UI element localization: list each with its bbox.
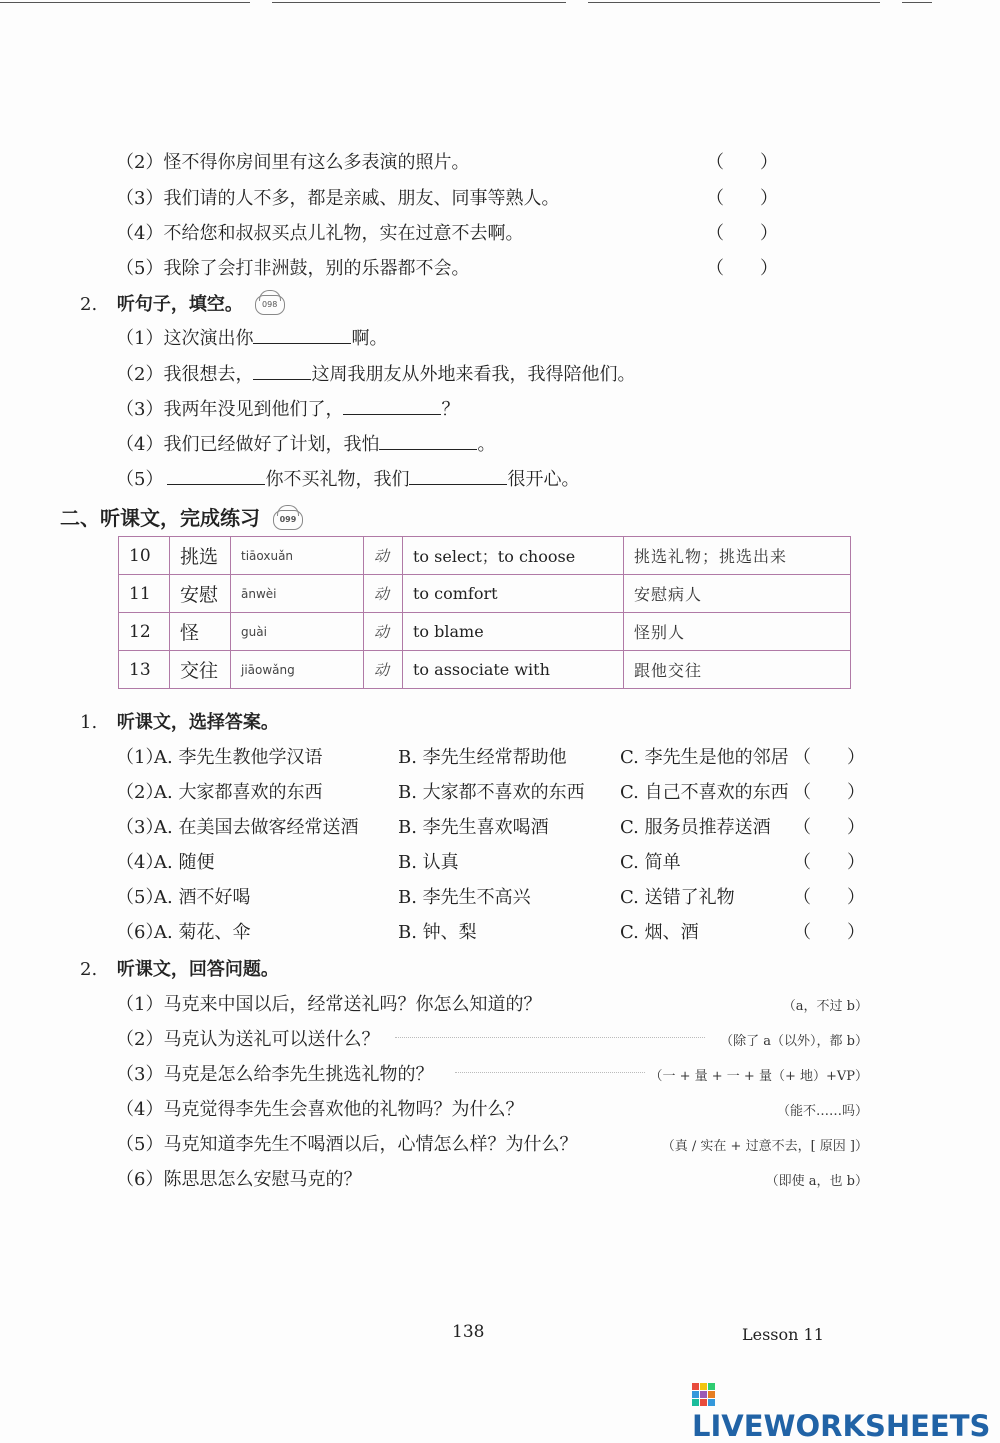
answer-paren[interactable]: （ ） <box>793 747 865 768</box>
grammar-hint: （即使 a，也 b） <box>765 1174 868 1189</box>
vocab-pos: 动 <box>364 537 403 575</box>
top-rule <box>902 2 932 3</box>
answer-line[interactable] <box>455 1072 645 1073</box>
item-number: （2） <box>116 152 164 173</box>
vocab-example: 安慰病人 <box>624 575 851 613</box>
fill-item <box>116 324 387 350</box>
vocab-hanzi: 挑选 <box>170 537 231 575</box>
mc-option-b[interactable]: B. 李先生不高兴 <box>398 887 531 908</box>
mc-option-b[interactable]: B. 认真 <box>398 852 459 873</box>
item-number: （5） <box>116 258 164 279</box>
mc-option-b[interactable]: B. 李先生喜欢喝酒 <box>398 817 549 838</box>
item-text: 不给您和叔叔买点儿礼物，实在过意不去啊。 <box>163 223 524 244</box>
fill-blank[interactable] <box>253 361 311 380</box>
fill-blank[interactable] <box>379 431 477 450</box>
mc-number: （5） <box>116 887 164 908</box>
question-number: 2. <box>80 294 98 315</box>
item-number: （3） <box>116 399 164 420</box>
vocab-example: 怪别人 <box>624 613 851 651</box>
answer-paren[interactable]: （ ） <box>706 188 778 209</box>
qa-item <box>116 1165 361 1191</box>
question-heading <box>80 955 279 981</box>
qa-item <box>116 1025 379 1051</box>
item-text: 我除了会打非洲鼓，别的乐器都不会。 <box>163 258 470 279</box>
question-heading <box>80 708 279 734</box>
item-text: 这周我朋友从外地来看我，我得陪他们。 <box>311 364 636 385</box>
mc-option-a[interactable]: A. 李先生教他学汉语 <box>154 747 323 768</box>
top-rule <box>588 2 880 3</box>
item-text: 我们已经做好了计划，我怕 <box>163 434 380 455</box>
section-title: 二、听课文，完成练习 <box>60 506 260 530</box>
item-number: （4） <box>116 434 164 455</box>
qa-item <box>116 990 541 1016</box>
item-text: 马克觉得李先生会喜欢他的礼物吗？为什么？ <box>163 1099 524 1120</box>
question-heading <box>80 290 285 316</box>
item-text: 怪不得你房间里有这么多表演的照片。 <box>163 152 470 173</box>
vocab-pinyin: tiāoxuǎn <box>231 537 364 575</box>
item-text: 很开心。 <box>507 469 580 490</box>
grammar-hint: （真 / 实在 + 过意不去，[ 原因 ]） <box>661 1139 868 1154</box>
liveworksheets-logo[interactable] <box>692 1375 1000 1443</box>
vocab-english: to comfort <box>403 575 624 613</box>
logo-grid-icon <box>692 1383 715 1406</box>
fill-item <box>116 360 635 386</box>
item-number: （6） <box>116 1169 164 1190</box>
headphones-icon[interactable]: 098 <box>255 295 285 315</box>
judge-item <box>116 254 469 280</box>
answer-paren[interactable]: （ ） <box>706 223 778 244</box>
grammar-hint: （除了 a（以外），都 b） <box>720 1034 868 1049</box>
mc-number: （2） <box>116 782 164 803</box>
vocab-example: 挑选礼物；挑选出来 <box>624 537 851 575</box>
vocab-pos: 动 <box>364 575 403 613</box>
answer-paren[interactable]: （ ） <box>706 258 778 279</box>
vocab-hanzi: 交往 <box>170 651 231 689</box>
item-text: 马克知道李先生不喝酒以后，心情怎么样？为什么？ <box>163 1134 578 1155</box>
mc-option-b[interactable]: B. 大家都不喜欢的东西 <box>398 782 585 803</box>
answer-paren[interactable]: （ ） <box>793 782 865 803</box>
mc-number: （6） <box>116 922 164 943</box>
page-number: 138 <box>452 1322 485 1342</box>
table-row <box>119 537 851 575</box>
fill-item <box>116 430 495 456</box>
vocab-hanzi: 安慰 <box>170 575 231 613</box>
question-number: 1. <box>80 712 98 733</box>
answer-paren[interactable]: （ ） <box>706 152 778 173</box>
mc-number: （3） <box>116 817 164 838</box>
fill-blank[interactable] <box>343 396 441 415</box>
table-row <box>119 651 851 689</box>
item-text: 马克是怎么给李先生挑选礼物的？ <box>163 1064 434 1085</box>
mc-option-a[interactable]: A. 大家都喜欢的东西 <box>154 782 323 803</box>
fill-blank[interactable] <box>253 325 351 344</box>
answer-paren[interactable]: （ ） <box>793 852 865 873</box>
vocab-table <box>118 536 851 689</box>
mc-option-c[interactable]: C. 简单 <box>620 852 681 873</box>
answer-paren[interactable]: （ ） <box>793 887 865 908</box>
vocab-example: 跟他交往 <box>624 651 851 689</box>
item-number: （2） <box>116 1029 164 1050</box>
item-text: 马克认为送礼可以送什么？ <box>163 1029 380 1050</box>
mc-option-a[interactable]: A. 在美国去做客经常送酒 <box>154 817 359 838</box>
mc-option-c[interactable]: C. 服务员推荐送酒 <box>620 817 771 838</box>
vocab-num: 12 <box>119 613 170 651</box>
fill-item <box>116 465 579 491</box>
question-number: 2. <box>80 959 98 980</box>
mc-option-b[interactable]: B. 钟、梨 <box>398 922 477 943</box>
vocab-hanzi: 怪 <box>170 613 231 651</box>
answer-paren[interactable]: （ ） <box>793 817 865 838</box>
fill-blank[interactable] <box>167 466 265 485</box>
item-text: 我们请的人不多，都是亲戚、朋友、同事等熟人。 <box>163 188 560 209</box>
qa-item <box>116 1130 577 1156</box>
fill-item <box>116 395 459 421</box>
table-row <box>119 613 851 651</box>
vocab-pinyin: ānwèi <box>231 575 364 613</box>
item-number: （2） <box>116 364 164 385</box>
item-text: 我两年没见到他们了， <box>163 399 344 420</box>
vocab-num: 11 <box>119 575 170 613</box>
headphones-icon[interactable]: 099 <box>273 510 303 530</box>
vocab-pos: 动 <box>364 651 403 689</box>
item-number: （1） <box>116 328 164 349</box>
question-title: 听课文，回答问题。 <box>116 959 279 980</box>
vocab-english: to associate with <box>403 651 624 689</box>
top-rule <box>0 2 250 3</box>
item-number: （5） <box>116 1134 164 1155</box>
vocab-num: 13 <box>119 651 170 689</box>
item-text: ？ <box>441 399 460 420</box>
mc-option-c[interactable]: C. 送错了礼物 <box>620 887 735 908</box>
judge-item <box>116 184 559 210</box>
vocab-pos: 动 <box>364 613 403 651</box>
mc-number: （1） <box>116 747 164 768</box>
vocab-english: to blame <box>403 613 624 651</box>
vocab-pinyin: guài <box>231 613 364 651</box>
qa-item <box>116 1060 433 1086</box>
mc-number: （4） <box>116 852 164 873</box>
grammar-hint: （一 + 量 + 一 + 量（+ 地）+VP） <box>649 1069 868 1084</box>
item-text: 。 <box>477 434 496 455</box>
item-number: （3） <box>116 188 164 209</box>
lesson-label: Lesson 11 <box>742 1325 824 1344</box>
item-text: 啊。 <box>351 328 388 349</box>
mc-option-a[interactable]: A. 酒不好喝 <box>154 887 251 908</box>
answer-line[interactable] <box>395 1037 705 1038</box>
mc-option-b[interactable]: B. 李先生经常帮助他 <box>398 747 567 768</box>
table-row <box>119 575 851 613</box>
judge-item <box>116 148 469 174</box>
item-number: （3） <box>116 1064 164 1085</box>
item-text: 马克来中国以后，经常送礼吗？你怎么知道的？ <box>163 994 542 1015</box>
question-title: 听课文，选择答案。 <box>116 712 279 733</box>
judge-item <box>116 219 523 245</box>
item-number: （4） <box>116 1099 164 1120</box>
mc-option-a[interactable]: A. 菊花、伞 <box>154 922 251 943</box>
grammar-hint: （a，不过 b） <box>782 999 868 1014</box>
item-text: 这次演出你 <box>163 328 254 349</box>
section-heading <box>60 502 303 531</box>
item-number: （1） <box>116 994 164 1015</box>
mc-option-c[interactable]: C. 李先生是他的邻居 <box>620 747 789 768</box>
qa-item <box>116 1095 523 1121</box>
vocab-num: 10 <box>119 537 170 575</box>
mc-option-c[interactable]: C. 烟、酒 <box>620 922 699 943</box>
item-number: （5） <box>116 469 164 490</box>
item-number: （4） <box>116 223 164 244</box>
mc-option-a[interactable]: A. 随便 <box>154 852 215 873</box>
item-text: 你不买礼物，我们 <box>265 469 410 490</box>
question-title: 听句子，填空。 <box>116 294 243 315</box>
item-text: 陈思思怎么安慰马克的？ <box>163 1169 362 1190</box>
answer-paren[interactable]: （ ） <box>793 922 865 943</box>
vocab-pinyin: jiāowǎng <box>231 651 364 689</box>
mc-option-c[interactable]: C. 自己不喜欢的东西 <box>620 782 789 803</box>
vocab-english: to select；to choose <box>403 537 624 575</box>
item-text: 我很想去， <box>163 364 254 385</box>
top-rule <box>272 2 566 3</box>
fill-blank[interactable] <box>409 466 507 485</box>
grammar-hint: （能不……吗） <box>776 1104 868 1119</box>
logo-text: LIVEWORKSHEETS <box>692 1409 991 1443</box>
